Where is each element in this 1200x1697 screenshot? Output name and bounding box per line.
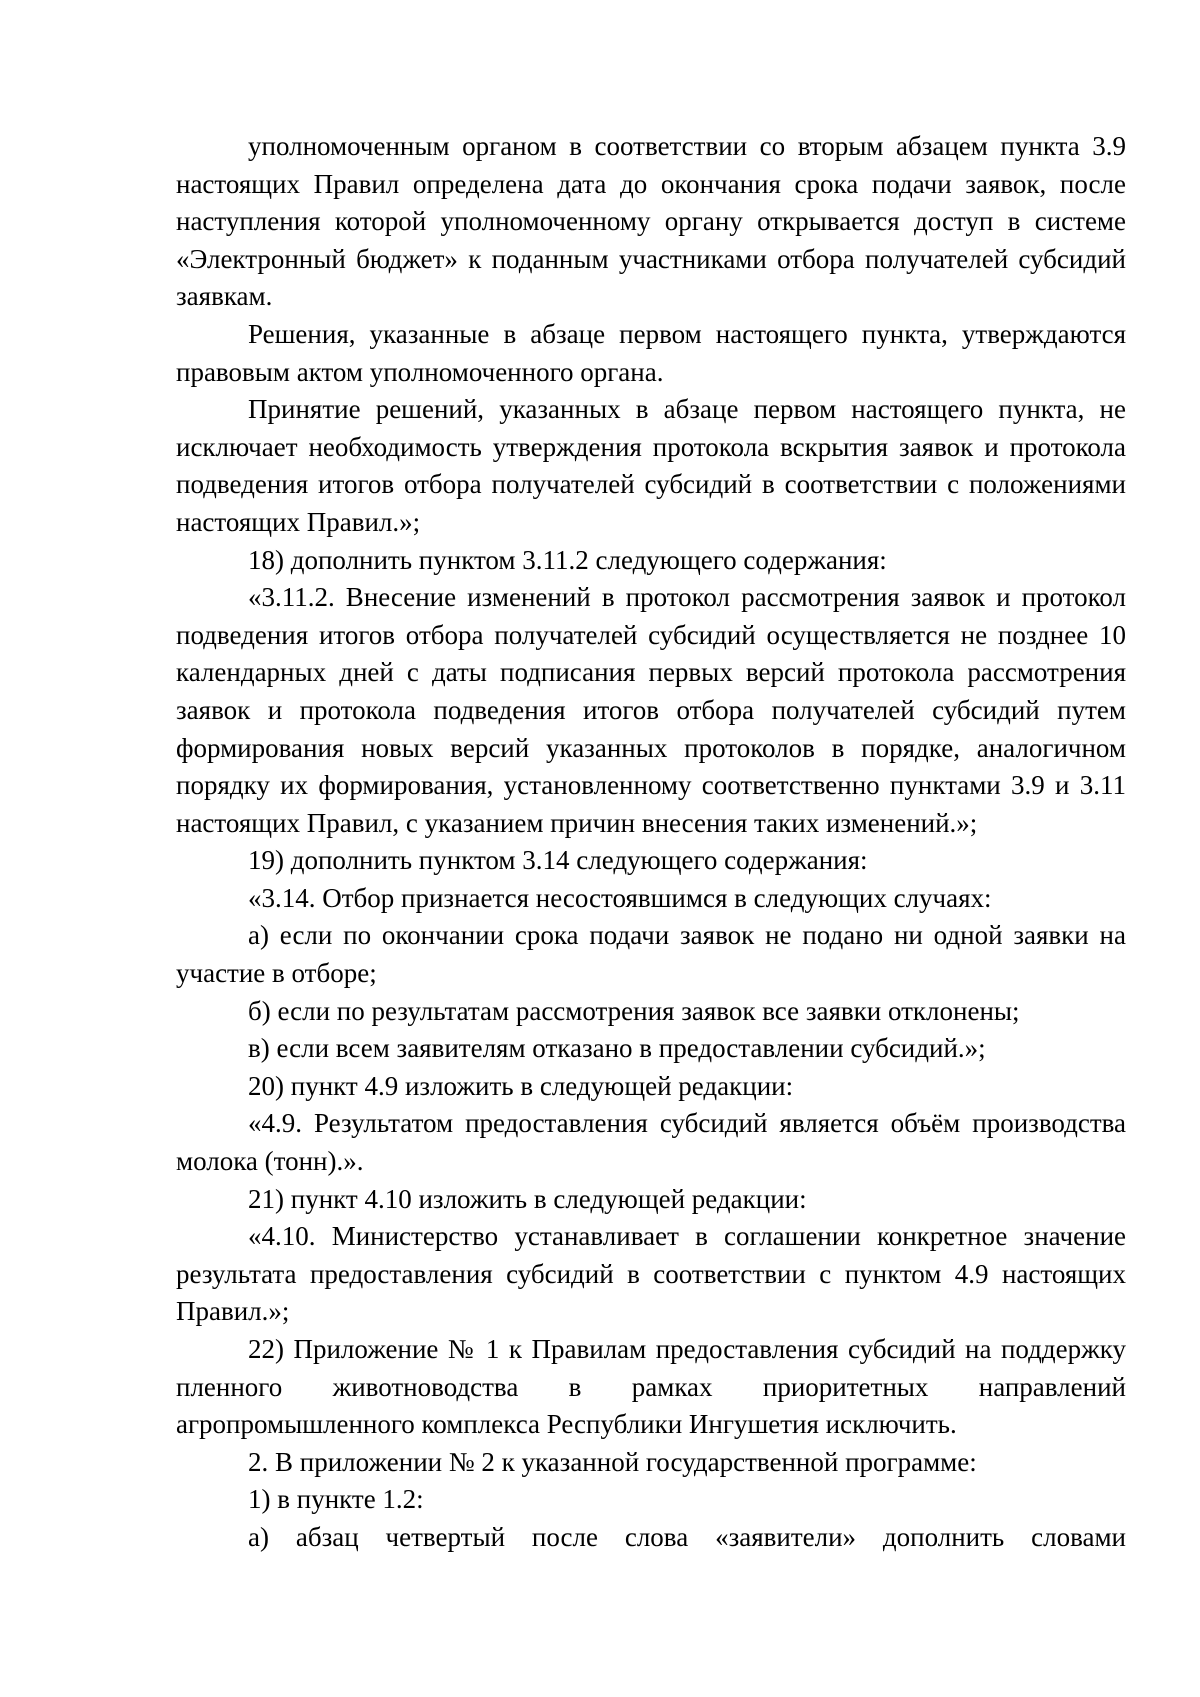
paragraph-clause-3-14: «3.14. Отбор признается несостоявшимся в следующих случаях: xyxy=(248,882,992,913)
paragraph-case-a: а) если по окончании срока подачи заявок не подано ни одной заявки на участие в отборе; xyxy=(176,920,1126,989)
paragraph-item-21: 21) пункт 4.10 изложить в следующей редакции: xyxy=(248,1183,807,1214)
paragraph-clause-4-10: «4.10. Министерство устанавливает в соглашении конкретное значение результата предоставления субсидий в соответствии с пунктом 4.9 настоящих Правил.»; xyxy=(176,1221,1126,1327)
paragraph-item-20: 20) пункт 4.9 изложить в следующей редакции: xyxy=(248,1070,794,1101)
paragraph-case-b: б) если по результатам рассмотрения заявок все заявки отклонены; xyxy=(248,995,1020,1026)
paragraph-section-2: 2. В приложении № 2 к указанной государственной программе: xyxy=(248,1446,977,1477)
paragraph-item-22: 22) Приложение № 1 к Правилам предоставления субсидий на поддержку пленного животноводства в рамках приоритетных направлений агропромышленного комплекса Республики Ингушетия исключить. xyxy=(176,1334,1126,1440)
paragraph-item-18: 18) дополнить пунктом 3.11.2 следующего содержания: xyxy=(248,544,887,575)
paragraph-subitem-1: 1) в пункте 1.2: xyxy=(248,1484,424,1515)
paragraph-clause-3-11-2: «3.11.2. Внесение изменений в протокол рассмотрения заявок и протокол подведения итогов отбора получателей субсидий осуществляется не позднее 10 календарных дней с даты подписания первых версий протокола рассмотрения заявок и протокола подведения итогов отбора получателей субсидий путем формирования новых версий указанных протоколов в порядке, аналогичном порядку их формирования, установленному соответственно пунктами 3.9 и 3.11 настоящих Правил, с указанием причин внесения таких изменений.»; xyxy=(176,582,1126,838)
paragraph-clause-4-9: «4.9. Результатом предоставления субсидий является объём производства молока (тонн).». xyxy=(176,1108,1126,1177)
paragraph-continuation: уполномоченным органом в соответствии со вторым абзацем пункта 3.9 настоящих Правил определена дата до окончания срока подачи заявок, после наступления которой уполномоченному органу открывается доступ в системе «Электронный бюджет» к поданным участниками отбора получателей субсидий заявкам. xyxy=(176,131,1126,312)
paragraph-item-19: 19) дополнить пунктом 3.14 следующего содержания: xyxy=(248,845,868,876)
document-page xyxy=(176,128,1126,1557)
paragraph-case-v: в) если всем заявителям отказано в предоставлении субсидий.»; xyxy=(248,1033,986,1064)
paragraph-decisions-approval: Решения, указанные в абзаце первом настоящего пункта, утверждаются правовым актом уполномоченного органа. xyxy=(176,318,1126,387)
paragraph-decisions-not-exclude: Принятие решений, указанных в абзаце первом настоящего пункта, не исключает необходимость утверждения протокола вскрытия заявок и протокола подведения итогов отбора получателей субсидий в соответствии с положениями настоящих Правил.»; xyxy=(176,394,1126,537)
paragraph-subitem-a: а) абзац четвертый после слова «заявители» дополнить словами xyxy=(248,1521,1126,1552)
